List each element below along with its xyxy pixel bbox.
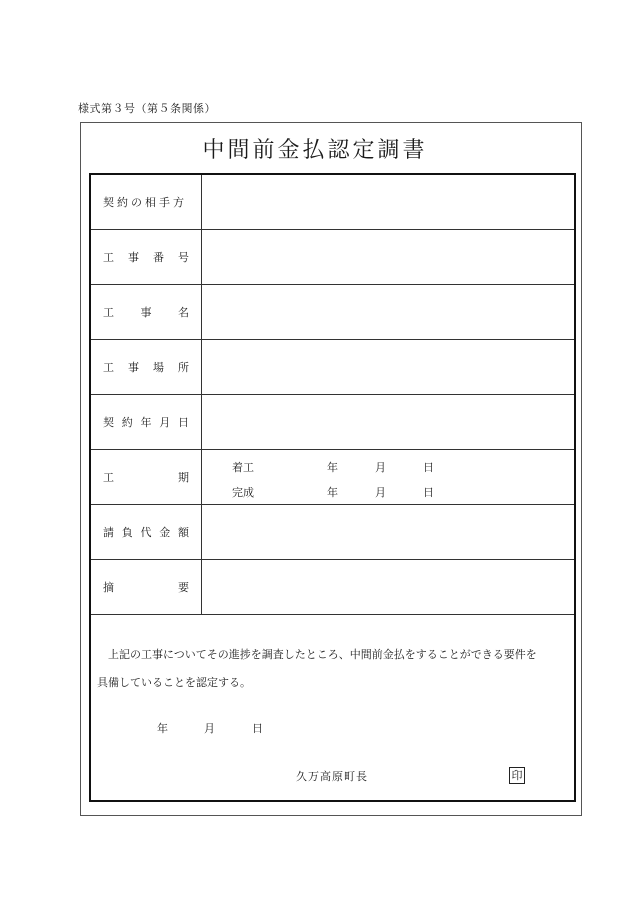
statement-line-1: 上記の工事についてその進捗を調査したところ、中間前金払をすることができる要件を bbox=[108, 648, 537, 661]
label-char: 番 bbox=[153, 251, 164, 264]
label-char: 工 bbox=[103, 471, 114, 484]
period-start-label: 着工 bbox=[232, 461, 254, 474]
label-char: 期 bbox=[178, 471, 189, 484]
signer-title: 久万高原町長 bbox=[296, 770, 368, 783]
value-contract-amount[interactable] bbox=[202, 505, 574, 559]
label-char: 負 bbox=[121, 526, 133, 539]
date-month: 月 bbox=[204, 722, 215, 735]
value-summary[interactable] bbox=[202, 560, 574, 614]
row-work-number bbox=[91, 230, 574, 285]
period-end-line[interactable] bbox=[232, 484, 492, 498]
value-contract-date[interactable] bbox=[202, 395, 574, 449]
period-end-month: 月 bbox=[375, 486, 386, 499]
label-char: 工 bbox=[103, 306, 114, 319]
row-summary bbox=[91, 560, 574, 615]
date-day: 日 bbox=[252, 722, 263, 735]
certification-date[interactable] bbox=[157, 720, 277, 734]
date-year: 年 bbox=[157, 722, 168, 735]
label-char: 摘 bbox=[103, 581, 114, 594]
label-contractor-text: 契約の相手方 bbox=[103, 196, 187, 209]
period-start-year: 年 bbox=[327, 461, 338, 474]
value-contractor[interactable] bbox=[202, 175, 574, 229]
period-end-day: 日 bbox=[423, 486, 434, 499]
row-contractor bbox=[91, 175, 574, 230]
document-title: 中間前金払認定調書 bbox=[202, 138, 428, 163]
period-start-line[interactable] bbox=[232, 459, 492, 473]
seal-mark: 印 bbox=[509, 767, 525, 784]
label-char: 月 bbox=[159, 416, 171, 429]
label-char: 請 bbox=[103, 526, 114, 539]
value-period bbox=[202, 450, 574, 504]
period-start-month: 月 bbox=[375, 461, 386, 474]
label-work-location bbox=[91, 340, 202, 394]
label-char: 工 bbox=[103, 251, 114, 264]
label-char: 契 bbox=[103, 416, 114, 429]
period-end-label: 完成 bbox=[232, 486, 254, 499]
label-char: 代 bbox=[140, 526, 152, 539]
row-work-location bbox=[91, 340, 574, 395]
label-summary bbox=[91, 560, 202, 614]
label-char: 要 bbox=[178, 581, 189, 594]
form-table bbox=[89, 173, 576, 802]
label-char: 金 bbox=[159, 526, 171, 539]
value-work-number[interactable] bbox=[202, 230, 574, 284]
row-contract-date bbox=[91, 395, 574, 450]
label-char: 号 bbox=[178, 251, 189, 264]
label-work-name bbox=[91, 285, 202, 339]
label-contract-date bbox=[91, 395, 202, 449]
label-period bbox=[91, 450, 202, 504]
label-char: 事 bbox=[128, 251, 139, 264]
label-char: 額 bbox=[178, 526, 189, 539]
label-char: 工 bbox=[103, 361, 114, 374]
value-work-name[interactable] bbox=[202, 285, 574, 339]
period-end-year: 年 bbox=[327, 486, 338, 499]
form-number: 様式第３号（第５条関係） bbox=[78, 102, 216, 115]
label-contractor bbox=[91, 175, 202, 229]
label-char: 日 bbox=[178, 416, 189, 429]
label-char: 名 bbox=[178, 306, 189, 319]
statement-line-2: 具備していることを認定する。 bbox=[97, 676, 251, 689]
row-work-name bbox=[91, 285, 574, 340]
label-char: 事 bbox=[128, 361, 139, 374]
value-work-location[interactable] bbox=[202, 340, 574, 394]
row-period bbox=[91, 450, 574, 505]
label-char: 場 bbox=[153, 361, 164, 374]
label-contract-amount bbox=[91, 505, 202, 559]
period-start-day: 日 bbox=[423, 461, 434, 474]
label-char: 所 bbox=[178, 361, 189, 374]
label-char: 事 bbox=[140, 306, 152, 319]
label-work-number bbox=[91, 230, 202, 284]
row-contract-amount bbox=[91, 505, 574, 560]
certification-statement bbox=[97, 641, 575, 697]
label-char: 年 bbox=[140, 416, 152, 429]
label-char: 約 bbox=[121, 416, 133, 429]
